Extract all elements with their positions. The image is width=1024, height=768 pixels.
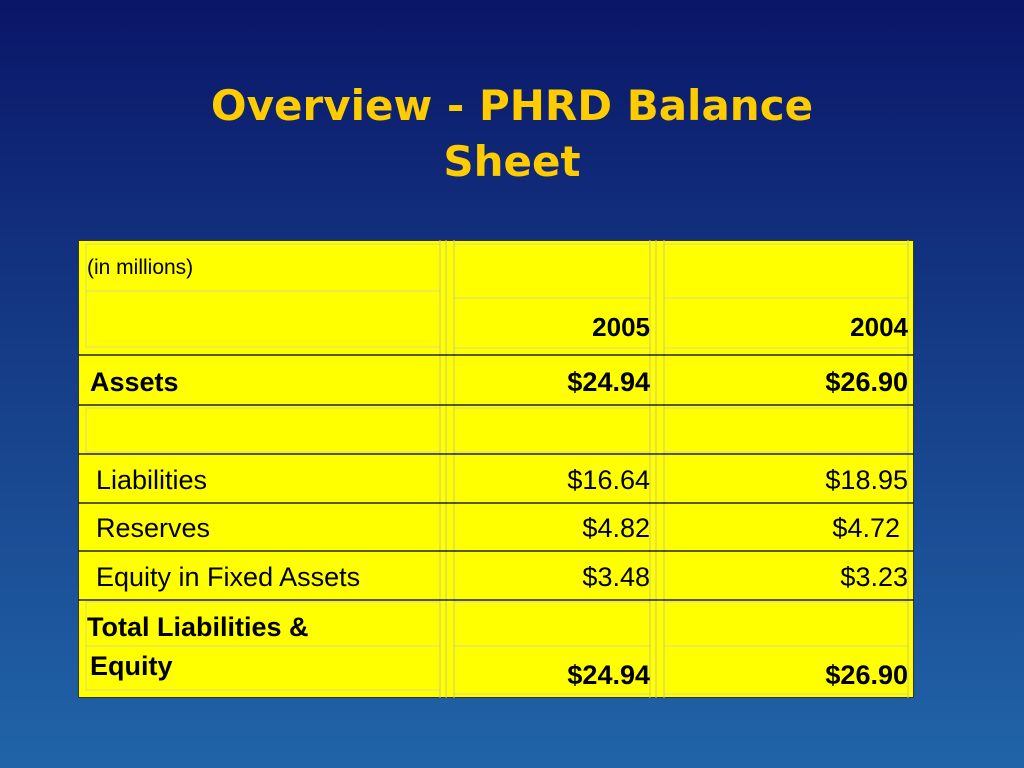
unit-note: (in millions) [87, 256, 194, 279]
slide-title-line2: Sheet [443, 137, 581, 186]
slide-title-line1: Overview - PHRD Balance [210, 81, 814, 130]
row-label-total-line1: Total Liabilities & [87, 612, 309, 642]
assets-2004-value: $26.90 [825, 367, 908, 397]
row-label-equity-in-fixed-assets: Equity in Fixed Assets [96, 562, 361, 592]
row-label-assets: Assets [90, 367, 179, 397]
reserves-2004-value: $4.72 [832, 513, 900, 543]
liabilities-2005-value: $16.64 [567, 465, 650, 495]
slide-title [0, 78, 1024, 190]
row-label-reserves: Reserves [96, 513, 211, 543]
assets-2005-value: $24.94 [567, 367, 650, 397]
row-label-total-line2: Equity [90, 651, 173, 681]
liabilities-2004-value: $18.95 [825, 465, 908, 495]
reserves-2005-value: $4.82 [582, 513, 650, 543]
equity-fixed-assets-2005-value: $3.48 [582, 562, 650, 592]
row-label-liabilities: Liabilities [96, 465, 208, 495]
equity-fixed-assets-2004-value: $3.23 [840, 562, 908, 592]
column-header-2004: 2004 [850, 312, 908, 342]
balance-sheet-table [78, 240, 914, 698]
total-2004-value: $26.90 [825, 660, 908, 690]
column-header-2005: 2005 [592, 312, 650, 342]
total-2005-value: $24.94 [567, 660, 650, 690]
